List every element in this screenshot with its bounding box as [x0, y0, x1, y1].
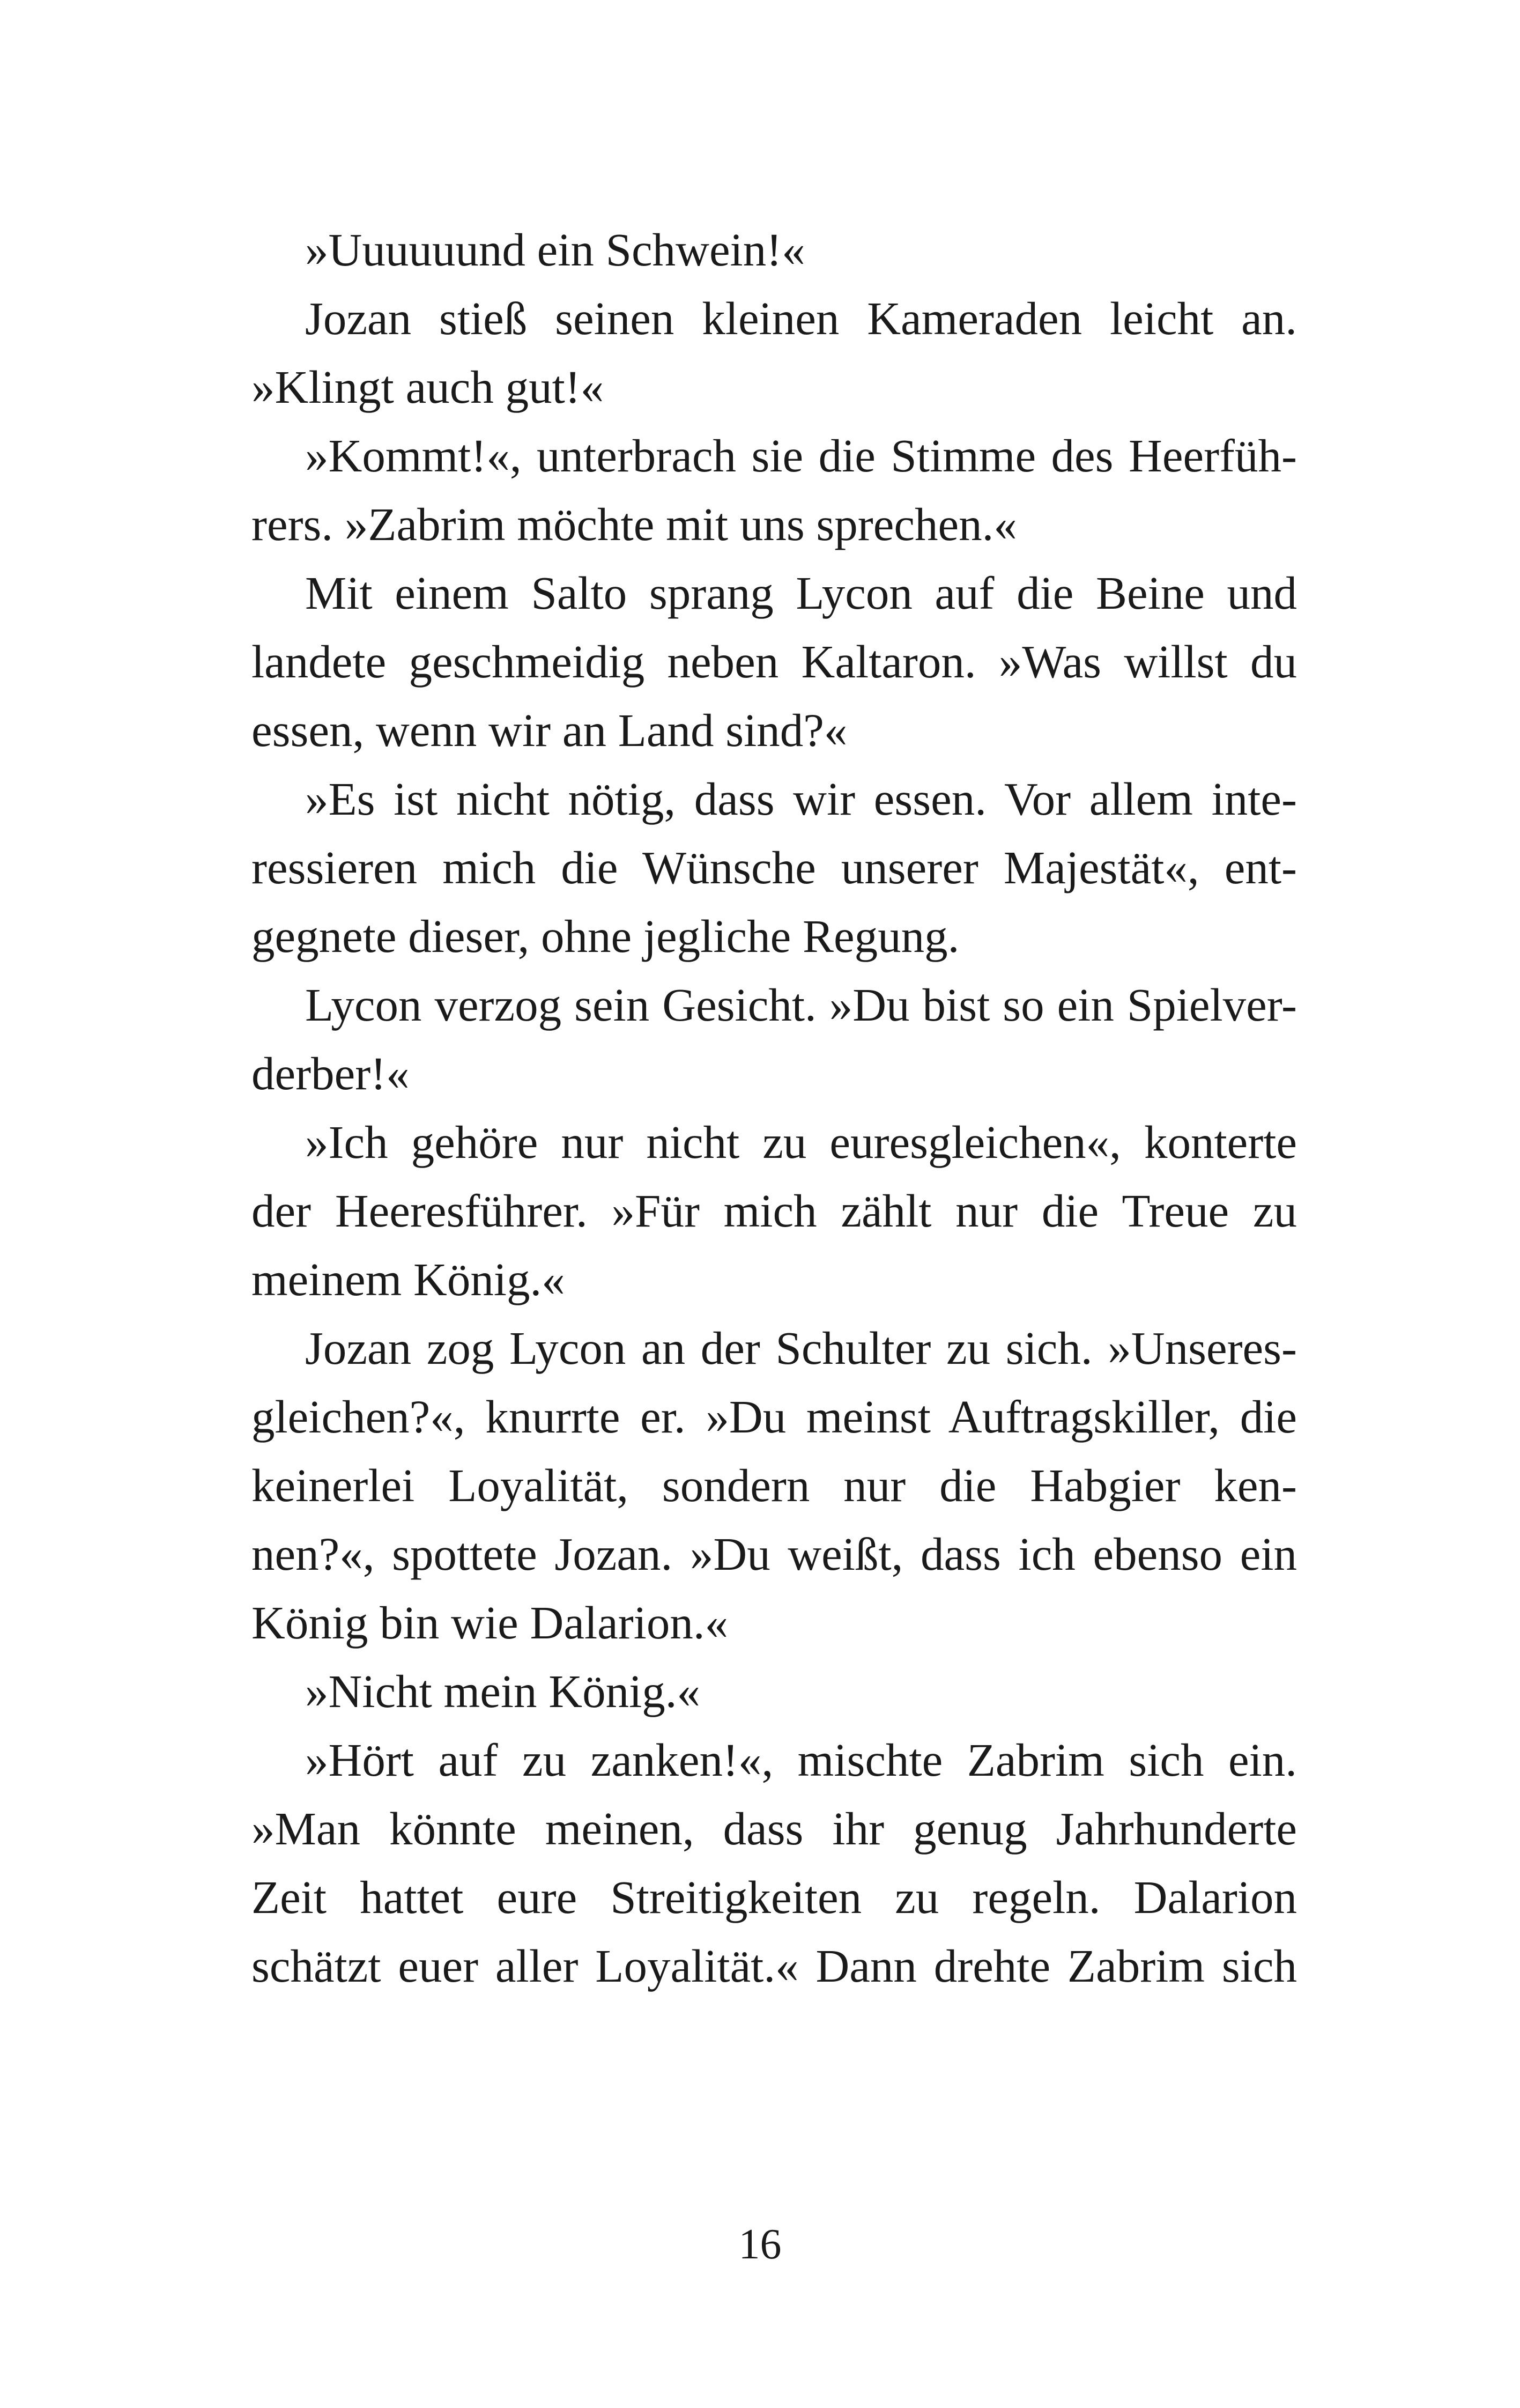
page-number: 16: [738, 2221, 782, 2268]
text-line: »Kommt!«, unterbrach sie die Stimme des Heerfüh-: [305, 430, 1297, 482]
text-line: schätzt euer aller Loyalität.« Dann drehte Zabrim sich: [251, 1940, 1297, 1992]
text-line: ressieren mich die Wünsche unserer Majestät«, ent-: [251, 841, 1297, 893]
text-line: keinerlei Loyalität, sondern nur die Habgier ken-: [251, 1459, 1297, 1511]
text-line: Jozan stieß seinen kleinen Kameraden leicht an.: [305, 292, 1297, 344]
text-line: König bin wie Dalarion.«: [251, 1597, 729, 1649]
text-line: Zeit hattet eure Streitigkeiten zu regeln. Dalarion: [251, 1871, 1297, 1923]
text-line: Jozan zog Lycon an der Schulter zu sich. »Unseres-: [305, 1322, 1297, 1374]
text-line: »Uuuuuund ein Schwein!«: [305, 224, 805, 276]
text-line: gleichen?«, knurrte er. »Du meinst Auftragskiller, die: [251, 1391, 1297, 1443]
text-line: derber!«: [251, 1047, 410, 1099]
text-line: rers. »Zabrim möchte mit uns sprechen.«: [251, 498, 1017, 550]
text-line: Lycon verzog sein Gesicht. »Du bist so ein Spielver-: [305, 979, 1297, 1031]
body-text: [251, 216, 1297, 2000]
text-line: »Man könnte meinen, dass ihr genug Jahrhunderte: [251, 1803, 1297, 1855]
text-line: landete geschmeidig neben Kaltaron. »Was willst du: [251, 636, 1297, 688]
text-line: meinem König.«: [251, 1253, 565, 1305]
text-line: Mit einem Salto sprang Lycon auf die Beine und: [305, 567, 1297, 619]
text-line: essen, wenn wir an Land sind?«: [251, 704, 848, 756]
text-line: »Nicht mein König.«: [305, 1665, 700, 1717]
text-line: »Hört auf zu zanken!«, mischte Zabrim sich ein.: [305, 1734, 1297, 1786]
text-line: der Heeresführer. »Für mich zählt nur die Treue zu: [251, 1185, 1297, 1237]
text-line: »Klingt auch gut!«: [251, 361, 604, 413]
text-line: gegnete dieser, ohne jegliche Regung.: [251, 910, 960, 962]
text-line: »Es ist nicht nötig, dass wir essen. Vor allem inte-: [305, 773, 1297, 825]
text-line: »Ich gehöre nur nicht zu euresgleichen«, konterte: [305, 1116, 1297, 1168]
text-line: nen?«, spottete Jozan. »Du weißt, dass ich ebenso ein: [251, 1528, 1297, 1580]
